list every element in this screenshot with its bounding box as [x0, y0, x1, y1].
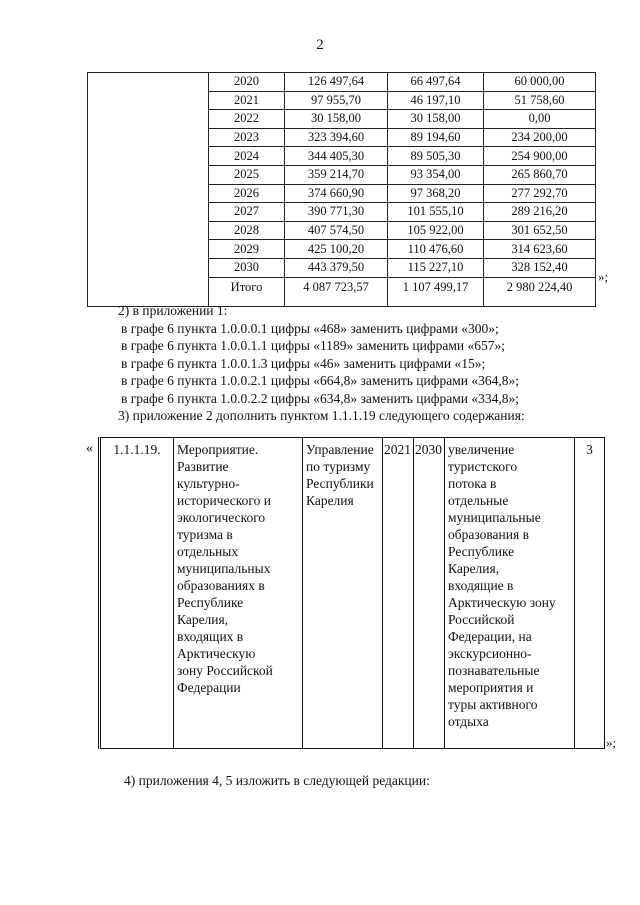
measure-row: [100, 438, 605, 749]
finance-blank-cell: [88, 73, 209, 307]
measure-year-end: 2030: [414, 438, 445, 749]
finance-year-cell: 2026: [209, 184, 285, 203]
finance-col3-cell: 265 860,70: [484, 165, 596, 184]
finance-total-cell: 407 574,50: [285, 221, 388, 240]
text-line: 3) приложение 2 дополнить пунктом 1.1.1.19 следующего содержания:: [118, 408, 525, 423]
amendment-text: [118, 302, 525, 425]
finance-col3-cell: 0,00: [484, 110, 596, 129]
measure-code: 1.1.1.19.: [100, 438, 174, 749]
result-line: входящие в: [448, 578, 514, 593]
event-line: туризма в: [177, 527, 233, 542]
measure-executor: [303, 438, 383, 749]
text-line: 2) в приложении 1:: [118, 303, 228, 318]
finance-total-cell: 390 771,30: [285, 203, 388, 222]
finance-col2-cell: 93 354,00: [388, 165, 484, 184]
finance-total-cell: 30 158,00: [285, 110, 388, 129]
finance-col3-cell: 289 216,20: [484, 203, 596, 222]
finance-col2-cell: 97 368,20: [388, 184, 484, 203]
finance-col2-cell: 1 107 499,17: [388, 277, 484, 306]
finance-table: [87, 72, 596, 307]
finance-year-cell: 2029: [209, 240, 285, 259]
finance-table-suffix: »;: [598, 269, 609, 284]
finance-year-cell: 2020: [209, 73, 285, 92]
finance-table-body: [88, 73, 596, 307]
event-line: Карелия,: [177, 612, 229, 627]
executor-line: по туризму: [306, 459, 371, 474]
finance-col2-cell: 89 194,60: [388, 128, 484, 147]
result-line: Республике: [448, 544, 515, 559]
result-line: туры активного: [448, 697, 538, 712]
finance-total-cell: 443 379,50: [285, 258, 388, 277]
finance-col2-cell: 30 158,00: [388, 110, 484, 129]
finance-total-cell: 126 497,64: [285, 73, 388, 92]
finance-col3-cell: 328 152,40: [484, 258, 596, 277]
result-line: Арктическую зону: [448, 595, 556, 610]
finance-total-cell: 344 405,30: [285, 147, 388, 166]
event-line: образованиях в: [177, 578, 265, 593]
executor-line: Республики: [306, 476, 374, 491]
event-line: исторического и: [177, 493, 271, 508]
result-line: мероприятия и: [448, 680, 534, 695]
result-line: отдыха: [448, 714, 489, 729]
finance-col2-cell: 105 922,00: [388, 221, 484, 240]
finance-col2-cell: 46 197,10: [388, 91, 484, 110]
text-line: в графе 6 пункта 1.0.0.0.1 цифры «468» заменить цифрами «300»;: [121, 320, 499, 336]
measure-event: [174, 438, 303, 749]
finance-col2-cell: 110 476,60: [388, 240, 484, 259]
event-line: Федерации: [177, 680, 241, 695]
finance-year-cell: 2022: [209, 110, 285, 129]
finance-total-cell: 425 100,20: [285, 240, 388, 259]
event-line: Развитие: [177, 459, 229, 474]
event-line: зону Российской: [177, 663, 273, 678]
finance-year-cell: 2023: [209, 128, 285, 147]
result-line: познавательные: [448, 663, 540, 678]
finance-year-cell: 2028: [209, 221, 285, 240]
finance-col3-cell: 60 000,00: [484, 73, 596, 92]
result-line: Карелия,: [448, 561, 500, 576]
finance-year-cell: 2025: [209, 165, 285, 184]
result-line: потока в: [448, 476, 497, 491]
finance-col2-cell: 89 505,30: [388, 147, 484, 166]
final-text-line: 4) приложения 4, 5 изложить в следующей редакции:: [124, 773, 430, 788]
measure-value: 3: [575, 438, 605, 749]
finance-year-cell: Итого: [209, 277, 285, 306]
measure-table: [98, 437, 605, 749]
finance-col3-cell: 234 200,00: [484, 128, 596, 147]
result-line: отдельные: [448, 493, 509, 508]
event-line: отдельных: [177, 544, 239, 559]
finance-total-cell: 359 214,70: [285, 165, 388, 184]
measure-open-quote: «: [86, 441, 93, 456]
finance-total-cell: 97 955,70: [285, 91, 388, 110]
finance-col2-cell: 115 227,10: [388, 258, 484, 277]
text-line: в графе 6 пункта 1.0.0.1.1 цифры «1189» заменить цифрами «657»;: [121, 338, 505, 353]
result-line: образования в: [448, 527, 529, 542]
result-line: туристского: [448, 459, 518, 474]
executor-line: Карелия: [306, 493, 354, 508]
finance-col3-cell: 301 652,50: [484, 221, 596, 240]
result-line: увеличение: [448, 442, 515, 457]
page-number: 2: [316, 37, 324, 53]
finance-row: [88, 73, 596, 92]
finance-year-cell: 2021: [209, 91, 285, 110]
event-line: муниципальных: [177, 561, 271, 576]
finance-col3-cell: 51 758,60: [484, 91, 596, 110]
finance-col3-cell: 277 292,70: [484, 184, 596, 203]
result-line: Российской: [448, 612, 515, 627]
finance-total-cell: 323 394,60: [285, 128, 388, 147]
text-line: в графе 6 пункта 1.0.0.2.2 цифры «634,8» заменить цифрами «334,8»;: [121, 390, 519, 406]
text-line: в графе 6 пункта 1.0.0.1.3 цифры «46» заменить цифрами «15»;: [121, 355, 486, 371]
finance-col3-cell: 254 900,00: [484, 147, 596, 166]
finance-col2-cell: 66 497,64: [388, 73, 484, 92]
measure-table-suffix: »;: [606, 735, 617, 750]
measure-year-start: 2021: [383, 438, 414, 749]
finance-total-cell: 4 087 723,57: [285, 277, 388, 306]
finance-total-cell: 374 660,90: [285, 184, 388, 203]
result-line: Федерации, на: [448, 629, 532, 644]
event-line: Мероприятие.: [177, 442, 259, 457]
finance-year-cell: 2030: [209, 258, 285, 277]
measure-result: [445, 438, 575, 749]
finance-col3-cell: 314 623,60: [484, 240, 596, 259]
event-line: входящих в: [177, 629, 244, 644]
finance-year-cell: 2027: [209, 203, 285, 222]
result-line: муниципальные: [448, 510, 541, 525]
text-line: в графе 6 пункта 1.0.0.2.1 цифры «664,8» заменить цифрами «364,8»;: [121, 373, 519, 388]
event-line: культурно-: [177, 476, 240, 491]
finance-col3-cell: 2 980 224,40: [484, 277, 596, 306]
event-line: экологического: [177, 510, 266, 525]
event-line: Республике: [177, 595, 244, 610]
finance-year-cell: 2024: [209, 147, 285, 166]
finance-col2-cell: 101 555,10: [388, 203, 484, 222]
result-line: экскурсионно-: [448, 646, 532, 661]
executor-line: Управление: [306, 442, 374, 457]
event-line: Арктическую: [177, 646, 256, 661]
